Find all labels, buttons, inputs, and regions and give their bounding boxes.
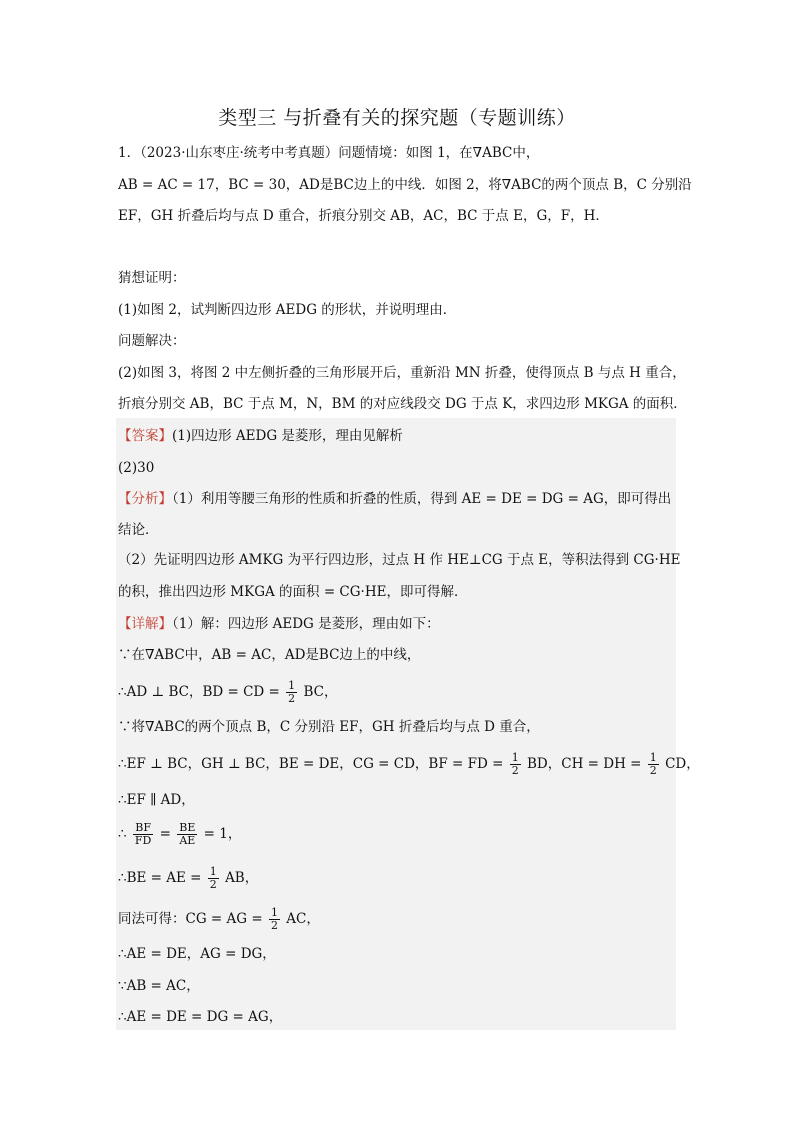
therefore-symbol: ∴ [118,826,127,842]
problem-line-1: 1．（2023·山东枣庄·统考中考真题）问题情境：如图 1，在∇ABC中， [118,145,540,161]
detail-text-5a: ∴EF ⊥ BC，GH ⊥ BC，BE = DE，CG = CD，BF = FD = [118,756,504,772]
fraction-numerator: BF [133,822,153,835]
fraction-numerator: 1 [209,865,217,878]
detail-line-6: ∴EF ∥ AD， [118,792,195,808]
detail-line-2: ∵在∇ABC中，AB = AC，AD是BC边上的中线， [118,647,421,663]
analysis-line-1 [118,489,671,509]
detail-line-5 [118,752,700,777]
detail-text-1: （1）解：四边形 AEDG 是菱形，理由如下： [172,616,440,632]
fraction-denominator: AE [179,834,196,847]
analysis-tag: 【分析】 [118,491,172,507]
detail-text-5c: CD， [665,756,700,772]
fraction-denominator: FD [134,834,152,847]
analysis-text-1: （1）利用等腰三角形的性质和折叠的性质，得到 AE = DE = DG = AG，即可得出 [172,491,672,507]
fraction-numerator: BE [179,821,196,834]
fraction-half [269,907,280,932]
detail-line-9 [118,907,320,932]
detail-text-9b: AC， [286,911,320,927]
answer-tag: 【答案】 [118,428,172,444]
page-title: 类型三 与折叠有关的探究题（专题训练） [218,107,576,129]
detail-line-4: ∵将∇ABC的两个顶点 B，C 分别沿 EF，GH 折叠后均与点 D 重合， [118,719,540,735]
analysis-line-3: （2）先证明四边形 AMKG 为平行四边形，过点 H 作 HE⊥CG 于点 E，等积法得到 CG·HE [118,552,681,568]
analysis-line-2: 结论． [118,522,159,538]
detail-text-8b: AB， [225,870,259,886]
detail-text-7b: = 1， [203,826,242,842]
fraction-denominator: 2 [511,764,519,777]
fraction-half [286,680,297,705]
detail-line-10: ∴AE = DE，AG = DG， [118,946,276,962]
detail-text-9a: 同法可得：CG = AG = [118,911,263,927]
problem-line-2: AB = AC = 17，BC = 30，AD是BC边上的中线．如图 2，将∇ABC的两个顶点 B，C 分别沿 [118,177,692,193]
fraction-denominator: 2 [209,878,217,891]
detail-line-12: ∴AE = DE = DG = AG， [118,1009,283,1025]
question-2-line-2: 折痕分别交 AB，BC 于点 M，N，BM 的对应线段交 DG 于点 K，求四边形 MKGA 的面积． [118,396,687,412]
problem-line-3: EF，GH 折叠后均与点 D 重合，折痕分别交 AB，AC，BC 于点 E，G，F，H． [118,208,609,224]
question-1: (1)如图 2，试判断四边形 AEDG 的形状，并说明理由． [118,302,457,318]
fraction-numerator: 1 [649,751,657,764]
fraction-denominator: 2 [270,919,278,932]
fraction-numerator: 1 [511,751,519,764]
detail-line-7 [118,822,241,847]
analysis-line-4: 的积，推出四边形 MKGA 的面积 = CG·HE，即可得解． [118,584,468,600]
fraction-be-ae [177,822,197,847]
heading-guess: 猜想证明： [118,270,186,286]
fraction-half [208,866,219,891]
answer-line-1 [118,426,403,446]
fraction-denominator: 2 [649,764,657,777]
answer-1: (1)四边形 AEDG 是菱形，理由见解析 [172,428,403,444]
detail-line-3 [118,680,337,705]
answer-2: (2)30 [118,460,155,476]
detail-text-5b: BD，CH = DH = [527,756,642,772]
fraction-bf-fd [133,822,153,847]
detail-tag: 【详解】 [118,616,172,632]
equals-sign: = [159,826,171,842]
detail-text-3a: ∴AD ⊥ BC，BD = CD = [118,684,280,700]
fraction-denominator: 2 [288,692,296,705]
heading-solve: 问题解决： [118,333,186,349]
detail-line-8 [118,866,258,891]
fraction-numerator: 1 [270,906,278,919]
fraction-numerator: 1 [288,679,296,692]
detail-text-3b: BC， [303,684,338,700]
question-2-line-1: (2)如图 3，将图 2 中左侧折叠的三角形展开后，重新沿 MN 折叠，使得顶点 B 与点 H 重合， [118,365,686,381]
fraction-half [648,752,659,777]
detail-line-1 [118,614,440,634]
fraction-half [510,752,521,777]
detail-text-8a: ∴BE = AE = [118,870,202,886]
detail-line-11: ∵AB = AC， [118,978,200,994]
